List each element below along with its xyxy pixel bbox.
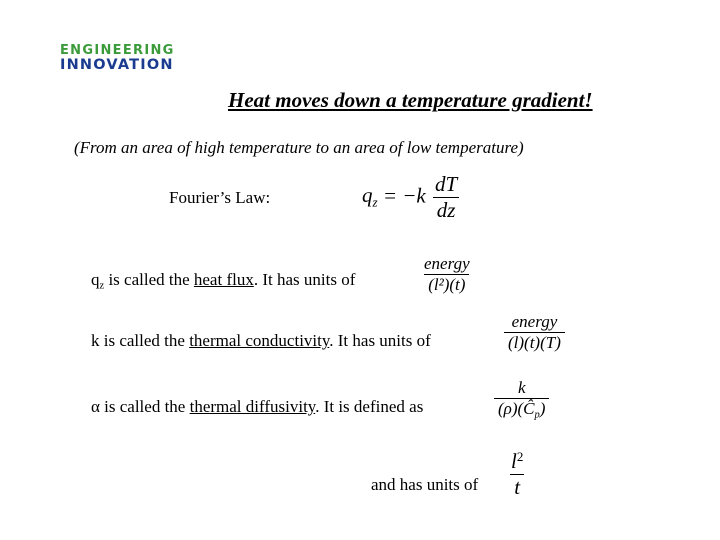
diffusivity-units-num-base: l bbox=[511, 449, 517, 474]
diffusivity-def-rho: (ρ)( bbox=[498, 399, 524, 418]
heat-flux-units-fraction bbox=[420, 254, 474, 295]
heat-flux-text2: . It has units of bbox=[253, 270, 356, 289]
diffusivity-def-c: Ĉ bbox=[523, 399, 535, 418]
logo-line-1: ENGINEERING bbox=[60, 43, 175, 58]
diffusivity-def-num: k bbox=[517, 378, 526, 397]
heat-flux-units-num: energy bbox=[424, 254, 470, 273]
logo-line-2: INNOVATION bbox=[60, 57, 174, 73]
fourier-numerator: dT bbox=[435, 172, 458, 196]
fourier-lhs-sub: z bbox=[372, 194, 378, 210]
diffusivity-units-num bbox=[507, 449, 527, 474]
diffusivity-line bbox=[91, 397, 423, 417]
fourier-lhs bbox=[362, 183, 378, 210]
diffusivity-units-fraction bbox=[507, 449, 527, 500]
fourier-label: Fourier’s Law: bbox=[169, 188, 271, 207]
heat-flux-text1: is called the bbox=[108, 270, 190, 289]
diffusivity-definition-fraction bbox=[494, 378, 549, 421]
conductivity-text2: . It has units of bbox=[329, 331, 431, 350]
heat-flux-q: q bbox=[91, 270, 100, 289]
diffusivity-def-den bbox=[494, 398, 549, 421]
diffusivity-def-end: ) bbox=[539, 399, 546, 418]
conductivity-units-num: energy bbox=[511, 312, 558, 331]
conductivity-units-den: (l)(t)(T) bbox=[504, 332, 565, 353]
fourier-fraction bbox=[431, 172, 461, 223]
diffusivity-text1: α is called the bbox=[91, 397, 186, 416]
heat-flux-term: heat flux bbox=[193, 270, 254, 289]
conductivity-units-fraction bbox=[504, 312, 565, 353]
slide-subtitle: (From an area of high temperature to an area of low temperature) bbox=[74, 138, 524, 157]
heat-flux-line bbox=[91, 270, 355, 292]
fourier-denominator: dz bbox=[433, 197, 460, 223]
engineering-innovation-logo bbox=[60, 44, 175, 73]
heat-flux-q-sub: z bbox=[99, 280, 105, 292]
diffusivity-units bbox=[507, 449, 527, 500]
diffusivity-term: thermal diffusivity bbox=[189, 397, 316, 416]
heat-flux-units bbox=[420, 254, 474, 295]
fourier-equation bbox=[362, 172, 461, 223]
heat-flux-symbol bbox=[91, 270, 105, 292]
fourier-lhs-symbol: q bbox=[362, 183, 373, 208]
diffusivity-units-num-sup: 2 bbox=[516, 449, 524, 464]
conductivity-text1: k is called the bbox=[91, 331, 185, 350]
diffusivity-text2: . It is defined as bbox=[315, 397, 424, 416]
diffusivity-definition bbox=[494, 378, 549, 421]
diffusivity-units-den: t bbox=[510, 474, 524, 500]
conductivity-units bbox=[504, 312, 565, 353]
diffusivity-def-sub: p bbox=[534, 409, 540, 421]
conductivity-term: thermal conductivity bbox=[189, 331, 330, 350]
diffusivity-units-text: and has units of bbox=[371, 475, 479, 494]
heat-flux-units-den: (l²)(t) bbox=[424, 274, 469, 295]
fourier-equals: = −k bbox=[382, 183, 426, 208]
conductivity-line bbox=[91, 331, 431, 351]
slide-title: Heat moves down a temperature gradient! bbox=[228, 88, 593, 112]
